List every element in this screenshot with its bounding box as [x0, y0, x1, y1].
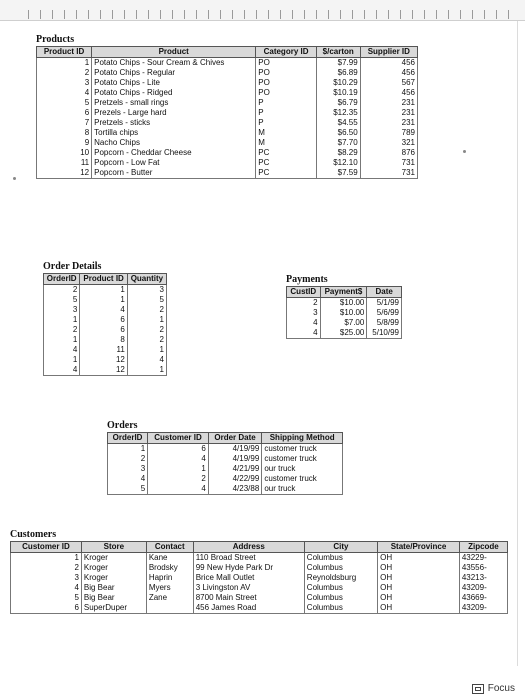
table-cell: Haprin — [146, 573, 193, 583]
table-cell: 4/19/99 — [208, 444, 262, 455]
table-cell: 43209- — [459, 603, 507, 614]
ruler-tick — [400, 10, 401, 19]
table-cell: Potato Chips - Ridged — [92, 88, 256, 98]
table-cell: $6.79 — [316, 98, 360, 108]
table-header-row — [108, 433, 343, 444]
orders-table — [107, 432, 343, 495]
table-cell: OH — [378, 583, 460, 593]
table-row — [37, 128, 418, 138]
table-cell: Myers — [146, 583, 193, 593]
table-cell: PO — [256, 58, 317, 69]
table-cell: customer truck — [262, 454, 343, 464]
table-cell: Prezels - Large hard — [92, 108, 256, 118]
table-cell: 5 — [44, 295, 80, 305]
table-row — [44, 285, 167, 296]
table-cell: 456 James Road — [193, 603, 304, 614]
table-cell: $10.00 — [320, 298, 367, 309]
column-header: Customer ID — [148, 433, 209, 444]
table-cell: 876 — [360, 148, 417, 158]
table-cell: $7.59 — [316, 168, 360, 179]
table-cell: Columbus — [304, 593, 377, 603]
table-row — [44, 295, 167, 305]
ruler-tick — [112, 10, 113, 19]
table-cell: $6.50 — [316, 128, 360, 138]
table-cell: Kroger — [81, 573, 146, 583]
table-cell: 1 — [148, 464, 209, 474]
table-cell: Brice Mall Outlet — [193, 573, 304, 583]
ruler-tick — [364, 10, 365, 19]
column-header: Product ID — [37, 47, 92, 58]
column-header: Product ID — [80, 274, 127, 285]
table-cell: 456 — [360, 58, 417, 69]
table-cell: 12 — [37, 168, 92, 179]
ruler-tick — [244, 10, 245, 19]
table-cell: 1 — [108, 444, 148, 455]
table-row — [11, 573, 508, 583]
column-header: OrderID — [44, 274, 80, 285]
table-cell: 11 — [37, 158, 92, 168]
column-header: Contact — [146, 542, 193, 553]
ruler-tick — [424, 10, 425, 19]
ruler-tick — [496, 10, 497, 19]
table-cell: 4 — [37, 88, 92, 98]
table-header-row — [287, 287, 402, 298]
table-cell: Pretzels - sticks — [92, 118, 256, 128]
ruler-tick — [148, 10, 149, 19]
table-cell: 1 — [37, 58, 92, 69]
table-cell: 231 — [360, 108, 417, 118]
table-cell: 2 — [44, 285, 80, 296]
ruler-tick — [316, 10, 317, 19]
column-header: Zipcode — [459, 542, 507, 553]
table-cell: 3 — [287, 308, 321, 318]
table-cell: 4 — [148, 484, 209, 495]
table-cell: Kane — [146, 553, 193, 564]
ruler-tick — [172, 10, 173, 19]
table-cell: $6.89 — [316, 68, 360, 78]
table-row — [11, 593, 508, 603]
table-cell: 5/10/99 — [367, 328, 402, 339]
table-cell: 3 — [44, 305, 80, 315]
table-header-row — [44, 274, 167, 285]
column-header: Supplier ID — [360, 47, 417, 58]
table-cell: $12.35 — [316, 108, 360, 118]
table-cell: 2 — [287, 298, 321, 309]
table-cell: 4/19/99 — [208, 454, 262, 464]
ruler-tick — [136, 10, 137, 19]
table-cell: 1 — [80, 285, 127, 296]
table-cell: 5 — [37, 98, 92, 108]
table-cell: 5 — [127, 295, 166, 305]
column-header: Address — [193, 542, 304, 553]
ruler-tick — [220, 10, 221, 19]
ruler-tick — [436, 10, 437, 19]
table-cell: OH — [378, 573, 460, 583]
table-cell: P — [256, 98, 317, 108]
table-row — [37, 88, 418, 98]
table-cell: Big Bear — [81, 593, 146, 603]
table-cell: Pretzels - small rings — [92, 98, 256, 108]
table-row — [44, 335, 167, 345]
table-cell: 1 — [11, 553, 82, 564]
table-cell: 4 — [287, 318, 321, 328]
table-row — [287, 298, 402, 309]
table-cell: 3 Livingston AV — [193, 583, 304, 593]
table-row — [37, 98, 418, 108]
table-row — [11, 553, 508, 564]
table-cell: 456 — [360, 68, 417, 78]
column-header: City — [304, 542, 377, 553]
table-row — [108, 444, 343, 455]
table-cell: 2 — [108, 454, 148, 464]
order-details-title: Order Details — [43, 261, 102, 272]
table-cell: 2 — [127, 305, 166, 315]
ruler-tick — [280, 10, 281, 19]
column-header: Order Date — [208, 433, 262, 444]
table-cell: 6 — [11, 603, 82, 614]
table-cell: 6 — [80, 315, 127, 325]
ruler-tick — [124, 10, 125, 19]
ruler-tick — [508, 10, 509, 19]
table-cell: Popcorn - Low Fat — [92, 158, 256, 168]
table-cell: 789 — [360, 128, 417, 138]
table-cell: $10.00 — [320, 308, 367, 318]
ruler-tick — [184, 10, 185, 19]
table-cell: 4/23/88 — [208, 484, 262, 495]
table-cell: M — [256, 128, 317, 138]
table-row — [11, 563, 508, 573]
table-cell: Popcorn - Cheddar Cheese — [92, 148, 256, 158]
focus-mode-button[interactable] — [472, 683, 515, 694]
column-header: CustID — [287, 287, 321, 298]
table-cell: 4 — [287, 328, 321, 339]
table-cell: 43209- — [459, 583, 507, 593]
table-cell: OH — [378, 603, 460, 614]
table-row — [37, 138, 418, 148]
products-table — [36, 46, 418, 179]
table-cell: 6 — [80, 325, 127, 335]
table-cell: 8700 Main Street — [193, 593, 304, 603]
table-cell: OH — [378, 593, 460, 603]
table-cell: 7 — [37, 118, 92, 128]
column-header: Date — [367, 287, 402, 298]
table-row — [108, 474, 343, 484]
column-header: Quantity — [127, 274, 166, 285]
table-cell: Columbus — [304, 563, 377, 573]
ruler-tick — [388, 10, 389, 19]
ruler-tick — [232, 10, 233, 19]
table-cell: Columbus — [304, 583, 377, 593]
table-row — [37, 68, 418, 78]
table-row — [37, 168, 418, 179]
table-cell: SuperDuper — [81, 603, 146, 614]
table-cell: customer truck — [262, 474, 343, 484]
table-row — [37, 108, 418, 118]
ruler-tick — [100, 10, 101, 19]
table-cell: Potato Chips - Sour Cream & Chives — [92, 58, 256, 69]
table-cell: PC — [256, 168, 317, 179]
order-details-table — [43, 273, 167, 376]
table-cell: $12.10 — [316, 158, 360, 168]
table-cell: 4 — [44, 365, 80, 376]
table-cell: Popcorn - Butter — [92, 168, 256, 179]
table-cell: $7.99 — [316, 58, 360, 69]
payments-table — [286, 286, 402, 339]
table-cell — [146, 603, 193, 614]
table-cell: 4 — [80, 305, 127, 315]
table-cell: Columbus — [304, 553, 377, 564]
table-cell: 731 — [360, 168, 417, 179]
table-cell: 8 — [37, 128, 92, 138]
table-cell: P — [256, 118, 317, 128]
table-row — [11, 603, 508, 614]
ruler-tick — [52, 10, 53, 19]
table-cell: 231 — [360, 118, 417, 128]
table-cell: 12 — [80, 355, 127, 365]
table-cell: Big Bear — [81, 583, 146, 593]
table-cell: 4/22/99 — [208, 474, 262, 484]
table-row — [37, 158, 418, 168]
table-row — [37, 78, 418, 88]
table-cell: 11 — [80, 345, 127, 355]
table-row — [44, 305, 167, 315]
table-cell: 731 — [360, 158, 417, 168]
table-cell: $10.29 — [316, 78, 360, 88]
ruler-tick — [304, 10, 305, 19]
table-cell: Reynoldsburg — [304, 573, 377, 583]
column-header: Product — [92, 47, 256, 58]
table-header-row — [37, 47, 418, 58]
table-cell: Potato Chips - Lite — [92, 78, 256, 88]
stray-mark — [13, 177, 16, 180]
table-header-row — [11, 542, 508, 553]
table-cell: 2 — [11, 563, 82, 573]
ruler-tick — [376, 10, 377, 19]
table-cell: 6 — [148, 444, 209, 455]
table-cell: Columbus — [304, 603, 377, 614]
table-cell: Kroger — [81, 563, 146, 573]
column-header: State/Province — [378, 542, 460, 553]
table-cell: 321 — [360, 138, 417, 148]
table-cell: OH — [378, 563, 460, 573]
table-row — [37, 148, 418, 158]
table-cell: 4 — [44, 345, 80, 355]
ruler-tick — [292, 10, 293, 19]
table-row — [44, 325, 167, 335]
ruler-tick — [328, 10, 329, 19]
table-cell: PC — [256, 158, 317, 168]
table-cell: 1 — [44, 335, 80, 345]
table-cell: 9 — [37, 138, 92, 148]
table-row — [108, 454, 343, 464]
table-row — [108, 464, 343, 474]
column-header: OrderID — [108, 433, 148, 444]
table-cell: 5 — [11, 593, 82, 603]
table-cell: 3 — [108, 464, 148, 474]
table-cell: 231 — [360, 98, 417, 108]
table-cell: 4 — [11, 583, 82, 593]
ruler-tick — [64, 10, 65, 19]
table-cell: OH — [378, 553, 460, 564]
table-row — [44, 365, 167, 376]
table-cell: 43669- — [459, 593, 507, 603]
table-cell: 2 — [127, 335, 166, 345]
table-cell: 2 — [148, 474, 209, 484]
table-row — [287, 308, 402, 318]
table-cell: 2 — [127, 325, 166, 335]
table-cell: 10 — [37, 148, 92, 158]
table-cell: 3 — [37, 78, 92, 88]
payments-title: Payments — [286, 274, 328, 285]
document-page — [3, 21, 518, 666]
ruler-tick — [484, 10, 485, 19]
table-cell: PC — [256, 148, 317, 158]
table-cell: 5 — [108, 484, 148, 495]
table-row — [37, 58, 418, 69]
table-cell: $8.29 — [316, 148, 360, 158]
ruler-tick — [352, 10, 353, 19]
table-row — [44, 315, 167, 325]
table-cell: Zane — [146, 593, 193, 603]
table-row — [287, 328, 402, 339]
table-cell: 6 — [37, 108, 92, 118]
table-cell: 1 — [44, 315, 80, 325]
table-cell: 5/6/99 — [367, 308, 402, 318]
table-row — [287, 318, 402, 328]
products-title: Products — [36, 34, 75, 45]
table-cell: PO — [256, 78, 317, 88]
table-cell: 1 — [127, 315, 166, 325]
table-cell: 99 New Hyde Park Dr — [193, 563, 304, 573]
table-cell: $10.19 — [316, 88, 360, 98]
table-cell: 110 Broad Street — [193, 553, 304, 564]
table-cell: 4 — [127, 355, 166, 365]
table-row — [44, 355, 167, 365]
table-cell: 1 — [44, 355, 80, 365]
table-cell: Potato Chips - Regular — [92, 68, 256, 78]
table-cell: our truck — [262, 464, 343, 474]
table-cell: 456 — [360, 88, 417, 98]
ruler-tick — [40, 10, 41, 19]
table-cell: $7.70 — [316, 138, 360, 148]
table-cell: Kroger — [81, 553, 146, 564]
ruler — [0, 0, 525, 21]
ruler-tick — [412, 10, 413, 19]
table-row — [108, 484, 343, 495]
table-row — [37, 118, 418, 128]
table-cell: our truck — [262, 484, 343, 495]
column-header: Customer ID — [11, 542, 82, 553]
table-cell: 4/21/99 — [208, 464, 262, 474]
table-cell: PO — [256, 88, 317, 98]
ruler-tick — [256, 10, 257, 19]
focus-icon — [472, 684, 484, 694]
table-cell: Brodsky — [146, 563, 193, 573]
table-cell: 4 — [148, 454, 209, 464]
column-header: Store — [81, 542, 146, 553]
table-cell: Tortilla chips — [92, 128, 256, 138]
table-cell: M — [256, 138, 317, 148]
table-cell: 43229- — [459, 553, 507, 564]
column-header: Payment$ — [320, 287, 367, 298]
ruler-tick — [160, 10, 161, 19]
ruler-tick — [448, 10, 449, 19]
focus-label: Focus — [487, 683, 515, 694]
table-cell: 43556- — [459, 563, 507, 573]
customers-title: Customers — [10, 529, 57, 540]
table-cell: 2 — [37, 68, 92, 78]
table-cell: 4 — [108, 474, 148, 484]
table-cell: 2 — [44, 325, 80, 335]
table-cell: 8 — [80, 335, 127, 345]
table-cell: $25.00 — [320, 328, 367, 339]
table-cell: 1 — [127, 365, 166, 376]
table-cell: $4.55 — [316, 118, 360, 128]
table-cell: P — [256, 108, 317, 118]
stray-mark — [463, 150, 466, 153]
table-cell: 3 — [127, 285, 166, 296]
table-cell: 1 — [127, 345, 166, 355]
customers-table — [10, 541, 508, 614]
ruler-tick — [208, 10, 209, 19]
table-cell: 3 — [11, 573, 82, 583]
ruler-tick — [28, 10, 29, 19]
ruler-tick — [196, 10, 197, 19]
table-row — [11, 583, 508, 593]
ruler-tick — [268, 10, 269, 19]
table-cell: 43213- — [459, 573, 507, 583]
table-cell: 5/1/99 — [367, 298, 402, 309]
table-cell: 1 — [80, 295, 127, 305]
column-header: Shipping Method — [262, 433, 343, 444]
ruler-tick — [76, 10, 77, 19]
table-cell: 12 — [80, 365, 127, 376]
column-header: Category ID — [256, 47, 317, 58]
table-row — [44, 345, 167, 355]
table-cell: $7.00 — [320, 318, 367, 328]
table-cell: 567 — [360, 78, 417, 88]
table-cell: PO — [256, 68, 317, 78]
column-header: $/carton — [316, 47, 360, 58]
ruler-tick — [460, 10, 461, 19]
ruler-tick — [340, 10, 341, 19]
table-cell: 5/8/99 — [367, 318, 402, 328]
orders-title: Orders — [107, 420, 138, 431]
table-cell: Nacho Chips — [92, 138, 256, 148]
ruler-tick — [88, 10, 89, 19]
table-cell: customer truck — [262, 444, 343, 455]
ruler-tick — [472, 10, 473, 19]
